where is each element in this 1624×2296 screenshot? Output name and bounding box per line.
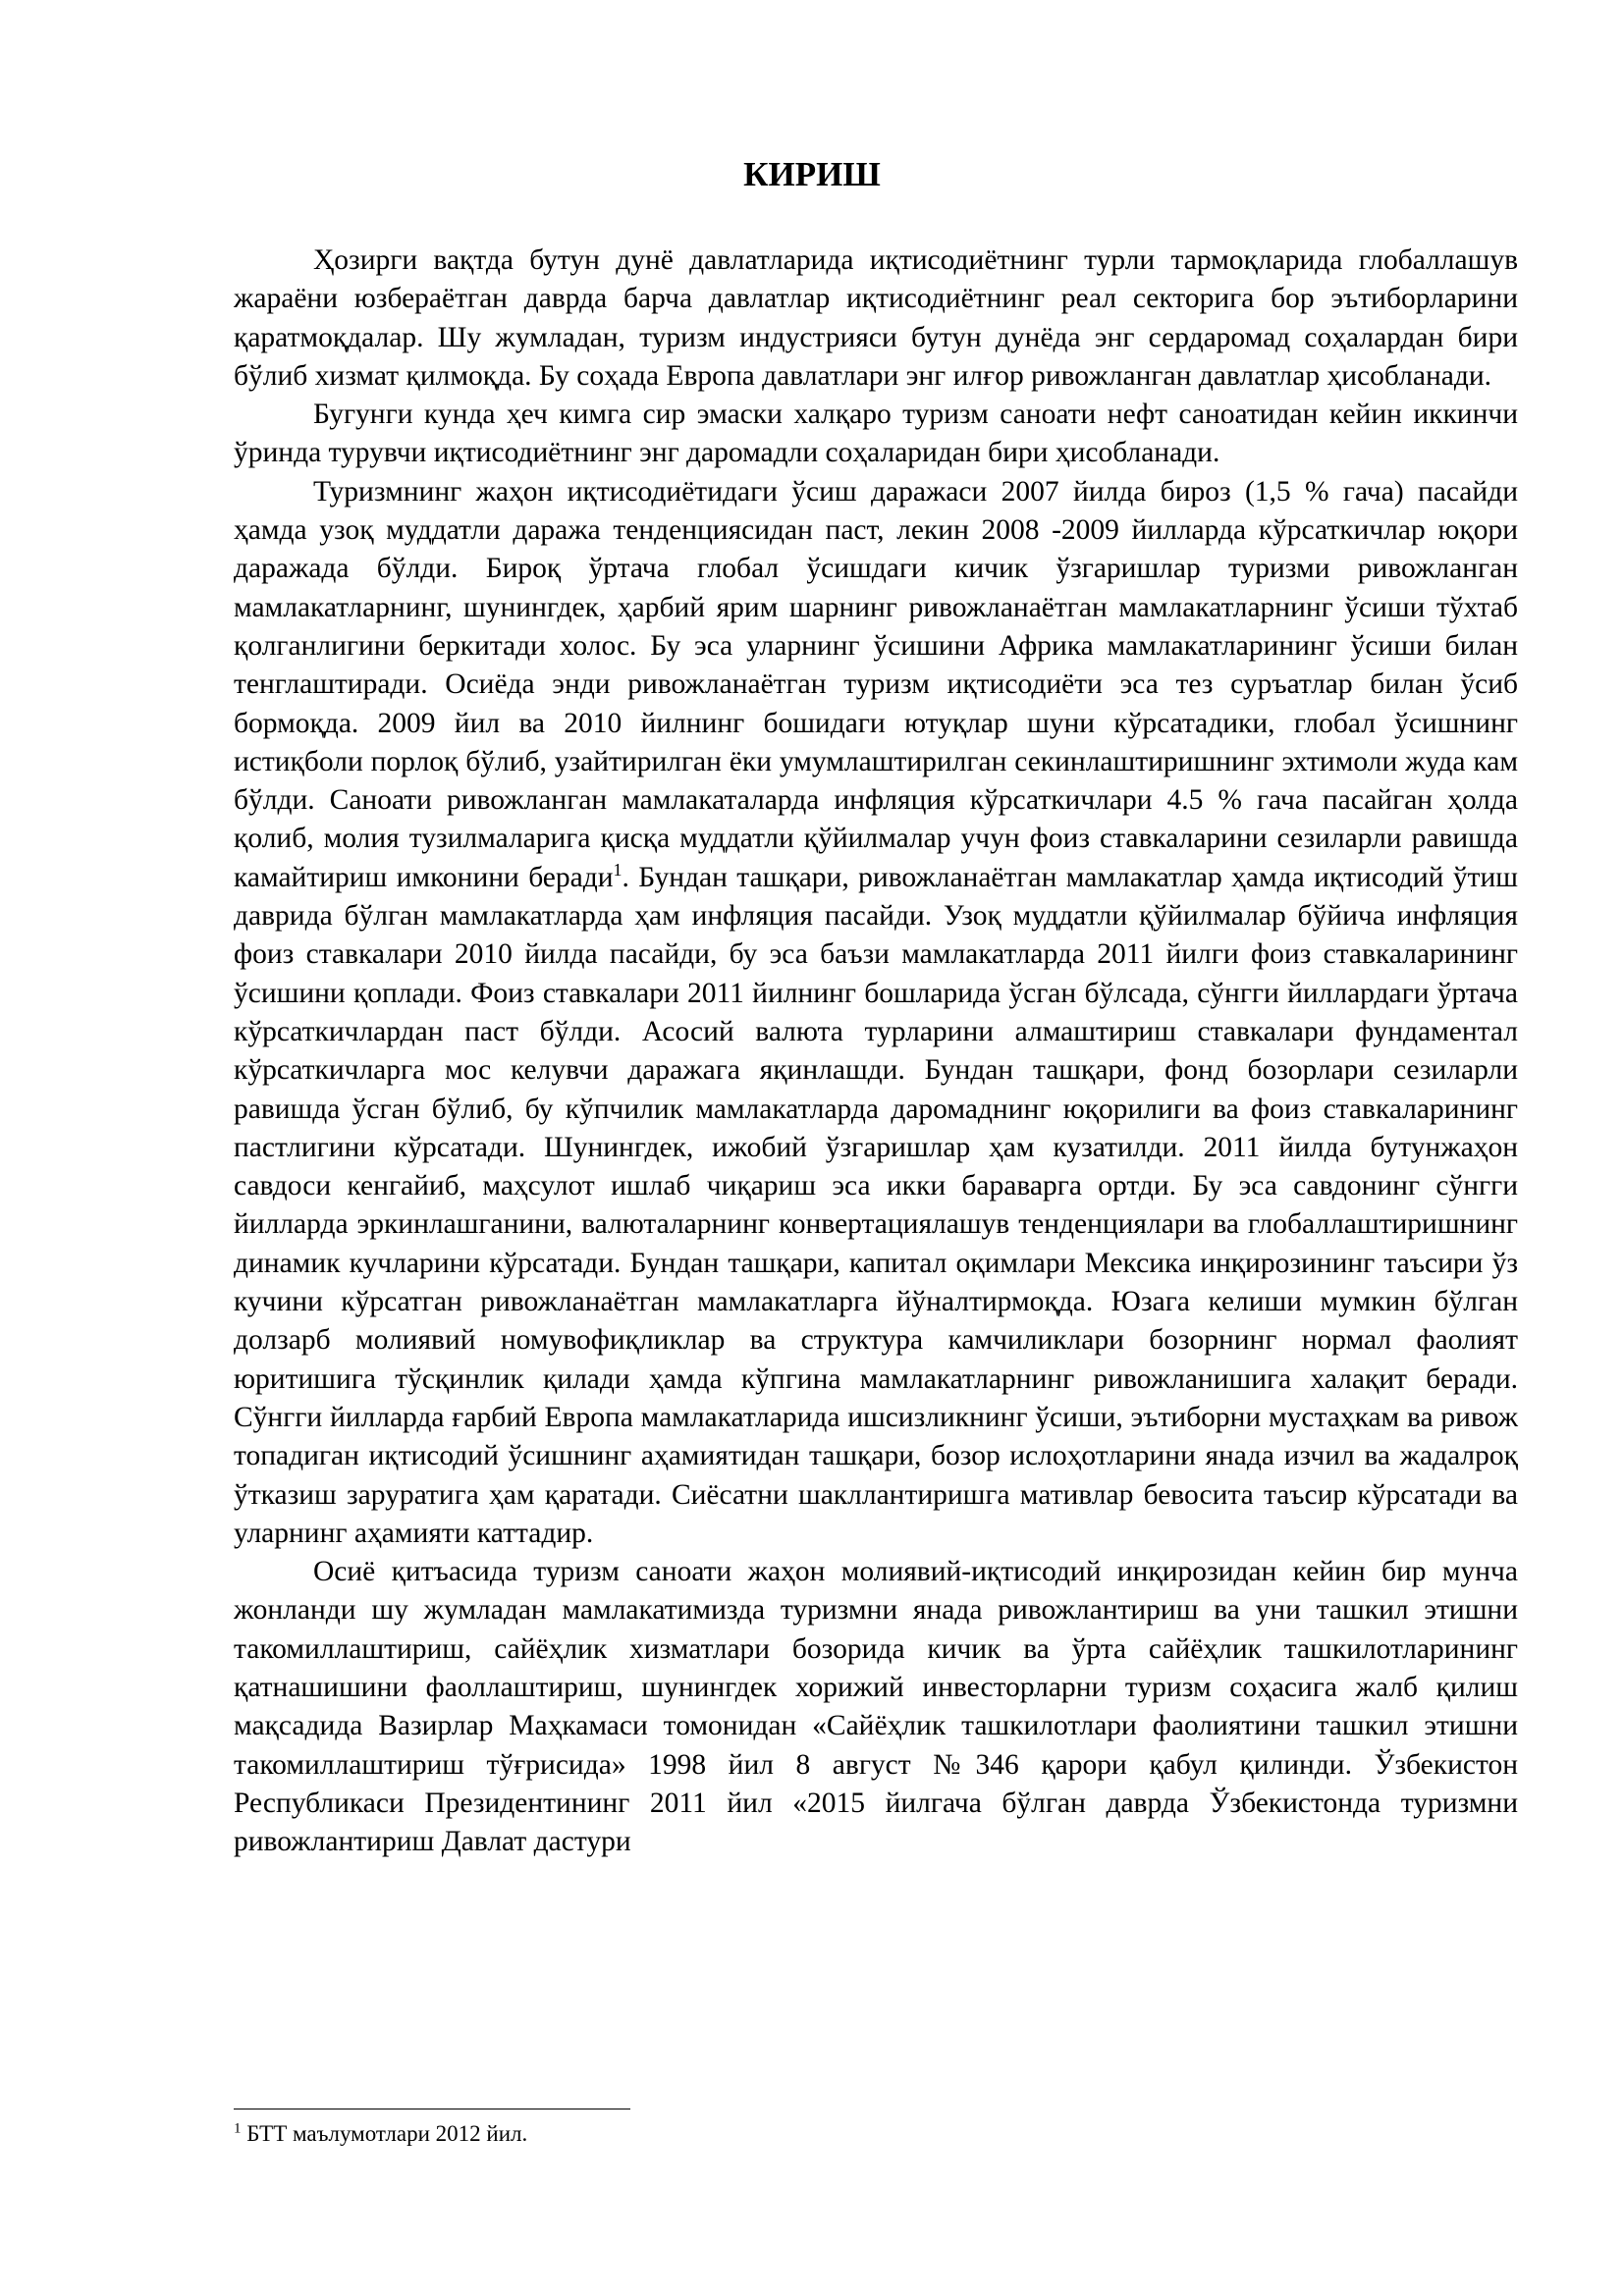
footnote-marker: 1 (234, 2120, 242, 2137)
paragraph-2: Бугунги кунда ҳеч кимга сир эмаски халқаро туризм саноати нефт саноатидан кейин иккинчи ўринда турувчи иқтисодиётнинг энг даромадли соҳаларидан бири ҳисобланади. (234, 399, 1518, 469)
paragraph-4: Осиё қитъасида туризм саноати жаҳон молиявий-иқтисодий инқирозидан кейин бир мунча жонланди шу жумладан мамлакатимизда туризмни янада ривожлантириш ва уни ташкил этишни такомиллаштириш, сайёҳлик хизматлари бозорида кичик ва ўрта сайёҳлик ташкилотларининг қатнашишини фаоллаштириш, шунингдек хорижий инвесторларни туризм соҳасига жалб қилиш мақсадида Вазирлар Маҳкамаси томонидан «Сайёҳлик ташкилотлари фаолиятини ташкил этишни такомиллаштириш тўғрисида» 1998 йил 8 август №346 қарори қабул қилинди. Ўзбекистон Республикаси Президентининг 2011 йил «2015 йилгача бўлган даврда Ўзбекистонда туризмни ривожлантириш Давлат дастури (234, 1556, 1518, 1858)
document-body (234, 241, 1518, 1861)
footnote-text: БТТ маълумотлари 2012 йил. (241, 2121, 528, 2146)
paragraph-3 (234, 473, 1518, 1553)
footnote (234, 2120, 527, 2148)
paragraph-1: Ҳозирги вақтда бутун дунё давлатларида иқтисодиётнинг турли тармоқларида глобаллашув жараёни юзбераётган даврда барча давлатлар иқтисодиётнинг реал секторига бор эътиборларини қаратмоқдалар. Шу жумладан, туризм индустрияси бутун дунёда энг сердаромад соҳалардан бири бўлиб хизмат қилмоқда. Бу соҳада Европа давлатлари энг илғор ривожланган давлатлар ҳисобланади. (234, 244, 1518, 392)
page-title: КИРИШ (743, 155, 881, 193)
paragraph-3-text-start: Туризмнинг жаҳон иқтисодиётидаги ўсиш даражаси 2007 йилда бироз (1,5 % гача) пасайди ҳамда узоқ муддатли даража тенденциясидан паст, лекин 2008 -2009 йилларда кўрсаткичлар юқори даражада бўлди. Бироқ ўртача глобал ўсишдаги кичик ўзгаришлар туризми ривожланган мамлакатларнинг, шунингдек, ҳарбий ярим шарнинг ривожланаётган мамлакатларнинг ўсиши тўхтаб қолганлигини беркитади холос. Бу эса уларнинг ўсишини Африка мамлакатларининг ўсиши билан тенглаштиради. Осиёда энди ривожланаётган туризм иқтисодиёти эса тез суръатлар билан ўсиб бормоқда. 2009 йил ва 2010 йилнинг бошидаги ютуқлар шуни кўрсатадики, глобал ўсишнинг истиқболи порлоқ бўлиб, узайтирилган ёки умумлаштирилган секинлаштиришнинг эхтимоли жуда кам бўлди. Саноати ривожланган мамлакаталарда инфляция кўрсаткичлари 4.5 % гача пасайган ҳолда қолиб, молия тузилмаларига қисқа муддатли қўйилмалар учун фоиз ставкаларини сезиларли равишда камайтириш имконини беради (234, 475, 1518, 893)
footnote-reference: 1 (613, 859, 623, 880)
paragraph-3-text-end: . Бундан ташқари, ривожланаётган мамлакатлар ҳамда иқтисодий ўтиш даврида бўлган мамлакатларда ҳам инфляция пасайди. Узоқ муддатли қўйилмалар бўйича инфляция фоиз ставкалари 2010 йилда пасайди, бу эса баъзи мамлакатларда 2011 йилги фоиз ставкаларининг ўсишини қоплади. Фоиз ставкалари 2011 йилнинг бошларида ўсган бўлсада, сўнгги йиллардаги ўртача кўрсаткичлардан паст бўлди. Асосий валюта турларини алмаштириш ставкалари фундаментал кўрсаткичларга мос келувчи даражага яқинлашди. Бундан ташқари, фонд бозорлари сезиларли равишда ўсган бўлиб, бу кўпчилик мамлакатларда даромаднинг юқорилиги ва фоиз ставкаларининг пастлигини кўрсатади. Шунингдек, ижобий ўзгаришлар ҳам кузатилди. 2011 йилда бутунжаҳон савдоси кенгайиб, маҳсулот ишлаб чиқариш эса икки бараварга ортди. Бу эса савдонинг сўнгги йилларда эркинлашганини, валюталарнинг конвертациялашув тенденциялари ва глобаллаштиришнинг динамик кучларини кўрсатади. Бундан ташқари, капитал оқимлари Мексика инқирозининг таъсири ўз кучини кўрсатган ривожланаётган мамлакатларга йўналтирмоқда. Юзага келиши мумкин бўлган долзарб молиявий номувофиқликлар ва структура камчиликлари бозорнинг нормал фаолият юритишига тўсқинлик қилади ҳамда кўпгина мамлакатларнинг ривожланишига халақит беради. Сўнгги йилларда ғарбий Европа мамлакатларида ишсизликнинг ўсиши, эътиборни мустаҳкам ва ривож топадиган иқтисодий ўсишнинг аҳамиятидан ташқари, бозор ислоҳотларини янада изчил ва жадалроқ ўтказиш заруратига ҳам қаратади. Сиёсатни шакллантиришга мативлар бевосита таъсир кўрсатади ва уларнинг аҳамияти каттадир. (234, 861, 1518, 1549)
